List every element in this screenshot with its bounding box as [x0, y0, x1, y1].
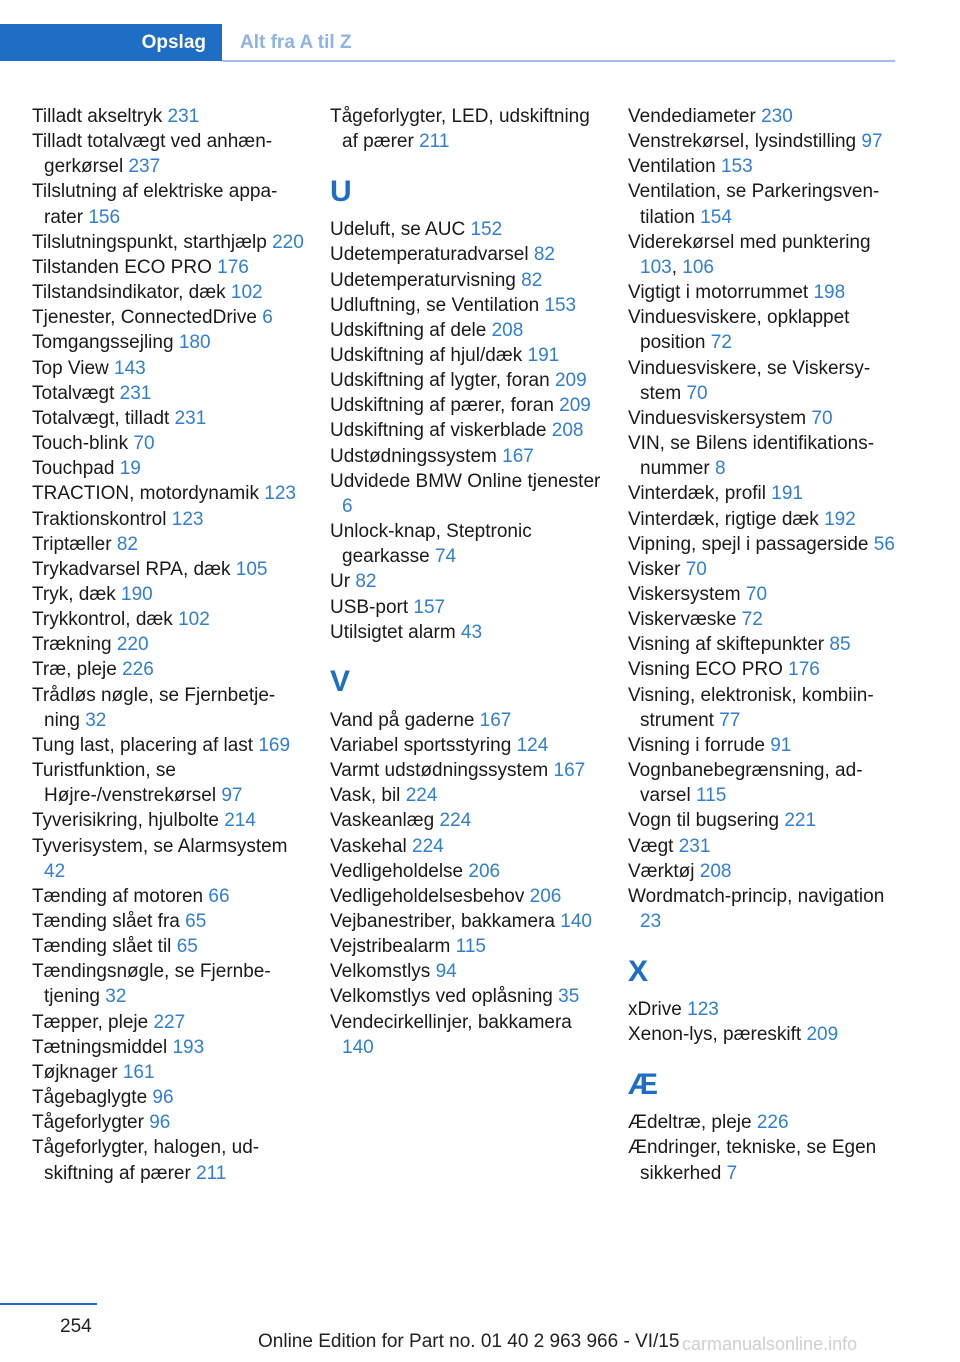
index-term: Udskiftning af pærer, foran	[330, 395, 560, 417]
index-entry	[330, 859, 602, 884]
index-entry	[32, 381, 304, 406]
page-link[interactable]: 6	[262, 307, 273, 329]
footer-rule	[0, 1303, 97, 1305]
index-term: Tågebaglygte	[32, 1087, 153, 1109]
index-term: Ædeltræ, pleje	[628, 1112, 757, 1134]
index-entry	[32, 532, 304, 557]
index-term: Udskiftning af lygter, foran	[330, 370, 555, 392]
index-entry	[628, 431, 900, 481]
page-link[interactable]: 208	[699, 860, 732, 882]
index-entry	[330, 318, 602, 343]
page-link[interactable]: 224	[412, 835, 444, 857]
index-term: Velkomstlys ved oplåsning	[330, 986, 559, 1008]
index-term: Tændingsnøgle, se Fjernbetjening	[32, 961, 271, 1008]
page-link[interactable]: 167	[553, 760, 586, 782]
index-entry	[628, 859, 900, 884]
index-entry	[32, 834, 304, 884]
index-entry	[32, 456, 304, 481]
index-entry	[628, 683, 900, 733]
index-entry	[628, 557, 900, 582]
page-link[interactable]: 115	[455, 936, 486, 958]
index-term: Vejbanestriber, bakkamera	[330, 911, 561, 932]
index-term: Viskervæske	[628, 609, 742, 631]
page-link[interactable]: 192	[824, 508, 856, 530]
index-term: Udskiftning af viskerblade	[330, 420, 552, 442]
index-term: Touchpad	[32, 458, 120, 480]
index-term: Tyverisystem, se Alarmsystem	[32, 835, 288, 857]
index-entry	[32, 1135, 304, 1185]
index-term: Tyverisikring, hjulbolte	[32, 810, 225, 832]
page-link[interactable]: 167	[479, 709, 512, 731]
index-entry	[330, 569, 602, 594]
index-entry	[32, 934, 304, 959]
index-entry	[330, 242, 602, 267]
index-entry	[628, 230, 900, 280]
index-entry	[32, 808, 304, 833]
page-link[interactable]: 140	[560, 911, 592, 932]
index-entry	[628, 657, 900, 682]
index-entry	[628, 280, 900, 305]
page-link[interactable]: 167	[502, 445, 534, 467]
index-term: Udetemperaturvisning	[330, 269, 522, 291]
index-term: Træ, pleje	[32, 659, 123, 681]
index-term: Udvidede BMW Online tjenester	[330, 470, 601, 492]
page-link[interactable]: 70	[686, 382, 708, 404]
index-letter-heading: X	[628, 954, 649, 988]
index-entry	[330, 444, 602, 469]
index-term: Totalvægt, tilladt	[32, 407, 175, 429]
index-term: Tung last, placering af last	[32, 734, 259, 756]
index-entry	[32, 758, 304, 808]
page-link[interactable]: 211	[196, 1162, 227, 1184]
page-separator: ,	[671, 256, 683, 278]
tab-underline	[222, 60, 895, 62]
index-entry	[32, 909, 304, 934]
index-entry	[330, 519, 602, 569]
index-entry	[32, 280, 304, 305]
index-entry	[32, 632, 304, 657]
page-link[interactable]: 211	[419, 131, 450, 153]
index-entry	[330, 104, 602, 154]
index-entry	[32, 356, 304, 381]
index-term: Tryk, dæk	[32, 583, 122, 605]
page-link[interactable]: 224	[405, 785, 438, 807]
tab-alt-fra-a-til-z[interactable]: Alt fra A til Z	[240, 31, 352, 53]
page-link[interactable]: 209	[554, 370, 587, 392]
page-link[interactable]: 123	[687, 999, 719, 1021]
index-term: Totalvægt	[32, 382, 120, 404]
index-entry	[32, 507, 304, 532]
page-link[interactable]: 226	[756, 1112, 789, 1134]
index-entry	[32, 305, 304, 330]
index-term: Udeluft, se AUC	[330, 219, 471, 241]
page-link[interactable]: 6	[342, 495, 353, 517]
watermark: carmanualsonline.info	[682, 1334, 858, 1354]
page-link[interactable]: 74	[434, 546, 457, 568]
index-term: Vaskehal	[330, 835, 413, 857]
index-letter-heading: Æ	[628, 1067, 658, 1101]
index-term: Triptæller	[32, 533, 117, 555]
index-entry	[32, 1060, 304, 1085]
page-link[interactable]: 214	[224, 810, 256, 832]
page-link[interactable]: 65	[185, 911, 207, 932]
index-entry	[628, 179, 900, 229]
page-link[interactable]: 82	[521, 269, 543, 291]
page-link[interactable]: 220	[116, 634, 149, 656]
index-term: Tågeforlygter	[32, 1112, 150, 1134]
index-term: Utilsigtet alarm	[330, 621, 461, 643]
page-link[interactable]: 231	[678, 835, 711, 857]
page-link[interactable]: 56	[873, 533, 895, 555]
page-link[interactable]: 23	[640, 911, 662, 932]
index-term: Visker	[628, 558, 686, 580]
index-term: Tænding slået til	[32, 936, 177, 958]
index-term: Tjenester, ConnectedDrive	[32, 307, 263, 329]
page-link[interactable]: 8	[714, 458, 726, 480]
index-term: USB-port	[330, 596, 414, 618]
index-entry	[628, 758, 900, 808]
index-entry	[330, 418, 602, 443]
page-link[interactable]: 96	[149, 1112, 171, 1134]
page-link[interactable]: 123	[264, 483, 296, 505]
index-term: Touch-blink	[32, 433, 134, 455]
index-term: Tænding slået fra	[32, 911, 186, 932]
index-entry	[32, 179, 304, 229]
index-entry	[32, 1085, 304, 1110]
page-link[interactable]: 176	[788, 659, 820, 681]
page-link[interactable]: 161	[122, 1061, 155, 1083]
index-column-2	[330, 104, 602, 1060]
page-link[interactable]: 206	[468, 860, 501, 882]
page-link[interactable]: 191	[771, 483, 803, 505]
index-entry	[32, 406, 304, 431]
index-entry	[330, 1010, 602, 1060]
index-entry	[32, 1110, 304, 1135]
index-entry	[32, 104, 304, 129]
index-term: Tilladt totalvægt ved anhængerkørsel	[32, 131, 273, 178]
index-letter-heading: U	[330, 174, 352, 208]
index-term: Udluftning, se Ventilation	[330, 294, 545, 316]
index-term: Udskiftning af hjul/dæk	[330, 344, 528, 366]
index-term: Tæpper, pleje	[32, 1011, 154, 1033]
page-link[interactable]: 169	[258, 734, 291, 756]
index-term: Vask, bil	[330, 785, 406, 807]
page-link[interactable]: 72	[741, 609, 763, 631]
page-link[interactable]: 230	[761, 106, 793, 127]
index-term: Venstrekørsel, lysindstilling	[628, 131, 862, 153]
index-term: Ventilation	[628, 156, 721, 178]
page-link[interactable]: 143	[114, 357, 146, 379]
index-entry	[330, 343, 602, 368]
page-link[interactable]: 154	[700, 206, 732, 228]
page-link[interactable]: 32	[85, 709, 107, 731]
page-number: 254	[60, 1316, 92, 1337]
index-term: TRACTION, motordynamik	[32, 483, 265, 505]
page-link[interactable]: 224	[439, 810, 472, 832]
index-entry	[330, 469, 602, 519]
page-link[interactable]: 7	[726, 1162, 738, 1184]
index-term: VIN, se Bilens identifikationsnummer	[628, 433, 875, 480]
index-entry	[330, 268, 602, 293]
page-link[interactable]: 191	[527, 344, 560, 366]
index-term: Tilslutningspunkt, starthjælp	[32, 231, 273, 253]
index-entry	[32, 481, 304, 506]
page-link[interactable]: 65	[176, 936, 198, 958]
index-entry	[32, 884, 304, 909]
index-term: Tågeforlygter, halogen, udskiftning af pærer	[32, 1137, 260, 1184]
index-term: Værktøj	[628, 860, 700, 882]
index-entry	[32, 582, 304, 607]
page-link[interactable]: 82	[533, 244, 555, 266]
index-term: Tågeforlygter, LED, udskiftning af pærer	[330, 106, 590, 153]
index-term: Top View	[32, 357, 115, 379]
index-entry	[628, 884, 900, 934]
page-link[interactable]: 226	[122, 659, 154, 681]
index-entry	[628, 808, 900, 833]
index-term: Vogn til bugsering	[628, 810, 785, 832]
index-term: Xenon-lys, pæreskift	[628, 1024, 807, 1046]
index-entry	[628, 532, 900, 557]
page-link[interactable]: 70	[745, 583, 768, 605]
page-link[interactable]: 32	[105, 986, 127, 1008]
page-link[interactable]: 82	[355, 571, 377, 593]
index-term: Tomgangssejling	[32, 332, 179, 354]
page-link[interactable]: 221	[784, 810, 817, 832]
index-term: Trådløs nøgle, se Fjernbetjening	[32, 684, 276, 731]
page-link[interactable]: 105	[235, 558, 268, 580]
index-entry	[32, 255, 304, 280]
index-term: Vinterdæk, rigtige dæk	[628, 508, 825, 530]
page-link[interactable]: 153	[720, 156, 753, 178]
index-term: Visning, elektronisk, kombiinstrument	[628, 684, 874, 731]
index-term: Vendecirkellinjer, bakkamera	[330, 1011, 572, 1033]
index-term: Vejstribealarm	[330, 936, 456, 958]
index-term: Variabel sportsstyring	[330, 734, 517, 756]
index-entry	[32, 657, 304, 682]
index-entry	[330, 595, 602, 620]
index-term: Tilslutning af elektriske apparater	[32, 181, 278, 228]
index-term: Turistfunktion, se Højre-/venstrekørsel	[32, 760, 222, 807]
index-term: Vinduesviskersystem	[628, 407, 812, 429]
page-link[interactable]: 231	[174, 407, 207, 429]
index-entry	[32, 230, 304, 255]
page-link[interactable]: 157	[413, 596, 446, 618]
index-entry	[628, 733, 900, 758]
index-entry	[330, 959, 602, 984]
page-link[interactable]: 209	[806, 1024, 839, 1046]
index-entry	[330, 909, 602, 934]
index-entry	[628, 104, 900, 129]
index-term: xDrive	[628, 999, 688, 1021]
tab-opslag[interactable]: Opslag	[0, 24, 222, 61]
page-link[interactable]: 97	[221, 785, 243, 807]
page-link[interactable]: 208	[491, 319, 524, 341]
page-link[interactable]: 103	[640, 256, 672, 278]
index-term: Ur	[330, 571, 356, 593]
index-term: Vinduesviskere, opklappet position	[628, 307, 850, 354]
index-term: Tætningsmiddel	[32, 1036, 173, 1058]
index-term: Viderekørsel med punktering	[628, 231, 871, 253]
page-link[interactable]: 180	[178, 332, 211, 354]
edition-note: Online Edition for Part no. 01 40 2 963 966 - VI/15	[258, 1331, 680, 1352]
index-entry	[330, 884, 602, 909]
index-entry	[330, 708, 602, 733]
index-term: Velkomstlys	[330, 961, 436, 983]
page-link[interactable]: 97	[861, 131, 883, 153]
index-term: Tilstanden ECO PRO	[32, 256, 218, 278]
page-link[interactable]: 94	[435, 961, 457, 983]
page-link[interactable]: 153	[544, 294, 577, 316]
index-entry	[628, 406, 900, 431]
index-entry	[32, 129, 304, 179]
page-link[interactable]: 70	[133, 433, 155, 455]
page-link[interactable]: 231	[167, 106, 200, 127]
page-link[interactable]: 209	[559, 395, 591, 417]
page-link[interactable]: 91	[770, 734, 792, 756]
page-link[interactable]: 208	[551, 420, 584, 442]
index-term: Vægt	[628, 835, 679, 857]
index-term: Vand på gaderne	[330, 709, 480, 731]
index-term: Trækning	[32, 634, 117, 656]
page-link[interactable]: 115	[695, 785, 727, 807]
index-entry	[32, 330, 304, 355]
index-entry	[628, 632, 900, 657]
page-link[interactable]: 102	[178, 609, 210, 631]
page-link[interactable]: 124	[516, 734, 549, 756]
index-term: Udskiftning af dele	[330, 319, 492, 341]
index-entry	[330, 393, 602, 418]
page-link[interactable]: 106	[682, 256, 714, 278]
page-link[interactable]: 237	[128, 156, 161, 178]
header-tabbar	[0, 24, 895, 62]
page-link[interactable]: 72	[710, 332, 732, 354]
index-entry	[32, 683, 304, 733]
index-entry	[628, 834, 900, 859]
page-link[interactable]: 152	[470, 219, 503, 241]
index-entry	[330, 368, 602, 393]
index-entry	[32, 1035, 304, 1060]
index-term: Wordmatch-princip, navigation	[628, 885, 885, 907]
page-link[interactable]: 35	[558, 986, 580, 1008]
index-entry	[330, 984, 602, 1009]
index-term: Trykadvarsel RPA, dæk	[32, 558, 236, 580]
index-term: Visning i forrude	[628, 734, 771, 756]
index-column-3	[628, 104, 900, 1186]
page-link[interactable]: 102	[230, 282, 263, 304]
index-term: Trykkontrol, dæk	[32, 609, 179, 631]
index-entry	[628, 1022, 900, 1047]
index-entry	[32, 733, 304, 758]
index-term: Vedligeholdelsesbehov	[330, 885, 530, 907]
index-term: Visning af skiftepunkter	[628, 634, 830, 656]
page-link[interactable]: 227	[153, 1011, 186, 1033]
index-term: Ventilation, se Parkeringsventilation	[628, 181, 880, 228]
index-entry	[628, 1110, 900, 1135]
index-term: Tilladt akseltryk	[32, 106, 168, 127]
index-term: Vinduesviskere, se Viskersystem	[628, 357, 871, 404]
page-link[interactable]: 231	[119, 382, 152, 404]
page-link[interactable]: 77	[719, 709, 741, 731]
index-entry	[330, 733, 602, 758]
page-link[interactable]: 206	[529, 885, 562, 907]
index-letter-heading: V	[330, 665, 351, 699]
index-entry	[330, 834, 602, 859]
index-entry	[32, 607, 304, 632]
page-link[interactable]: 198	[813, 282, 846, 304]
index-entry	[628, 997, 900, 1022]
page-link[interactable]: 123	[171, 508, 204, 530]
index-term: Vigtigt i motorrummet	[628, 282, 814, 304]
page-link[interactable]: 43	[460, 621, 483, 643]
index-entry	[330, 783, 602, 808]
index-entry	[330, 293, 602, 318]
index-entry	[628, 607, 900, 632]
index-term: Vendediameter	[628, 106, 762, 127]
index-entry	[330, 758, 602, 783]
index-entry	[32, 431, 304, 456]
page-link[interactable]: 42	[44, 860, 66, 882]
index-entry	[330, 217, 602, 242]
index-entry	[628, 129, 900, 154]
index-term: Viskersystem	[628, 583, 746, 605]
index-term: Udstødningssystem	[330, 445, 503, 467]
page-link[interactable]: 70	[811, 407, 833, 429]
index-term: Ændringer, tekniske, se Egen sikkerhed	[628, 1137, 877, 1184]
page-link[interactable]: 82	[116, 533, 138, 555]
index-term: Vognbanebegrænsning, advarsel	[628, 760, 863, 807]
page-link[interactable]: 220	[272, 231, 304, 253]
page-link[interactable]: 190	[121, 583, 153, 605]
index-term: Udetemperaturadvarsel	[330, 244, 534, 266]
index-term: Unlock-knap, Steptronic gearkasse	[330, 521, 532, 568]
index-entry	[330, 934, 602, 959]
index-entry	[330, 808, 602, 833]
page-link[interactable]: 70	[685, 558, 707, 580]
index-term: Tilstandsindikator, dæk	[32, 282, 231, 304]
index-term: Traktionskontrol	[32, 508, 172, 530]
index-term: Vedligeholdelse	[330, 860, 469, 882]
page-link[interactable]: 19	[119, 458, 141, 480]
index-column-1	[32, 104, 304, 1186]
index-term: Vaskeanlæg	[330, 810, 440, 832]
page-link[interactable]: 140	[342, 1036, 374, 1058]
page-link[interactable]: 85	[829, 634, 851, 656]
index-term: Vipning, spejl i passagerside	[628, 533, 874, 555]
index-entry	[628, 356, 900, 406]
index-entry	[628, 154, 900, 179]
index-entry	[628, 507, 900, 532]
index-term: Tænding af motoren	[32, 885, 209, 907]
page-link[interactable]: 176	[217, 256, 249, 278]
page-link[interactable]: 96	[152, 1087, 174, 1109]
index-term: Varmt udstødningssystem	[330, 760, 554, 782]
index-entry	[628, 1135, 900, 1185]
index-entry	[628, 582, 900, 607]
index-entry	[628, 481, 900, 506]
index-term: Tøjknager	[32, 1061, 123, 1083]
index-term: Visning ECO PRO	[628, 659, 789, 681]
index-entry	[628, 305, 900, 355]
index-term: Vinterdæk, profil	[628, 483, 772, 505]
page-link[interactable]: 66	[208, 885, 230, 907]
index-entry	[32, 1010, 304, 1035]
index-entry	[32, 557, 304, 582]
index-entry	[32, 959, 304, 1009]
index-entry	[330, 620, 602, 645]
page-link[interactable]: 156	[88, 206, 121, 228]
page-link[interactable]: 193	[172, 1036, 205, 1058]
